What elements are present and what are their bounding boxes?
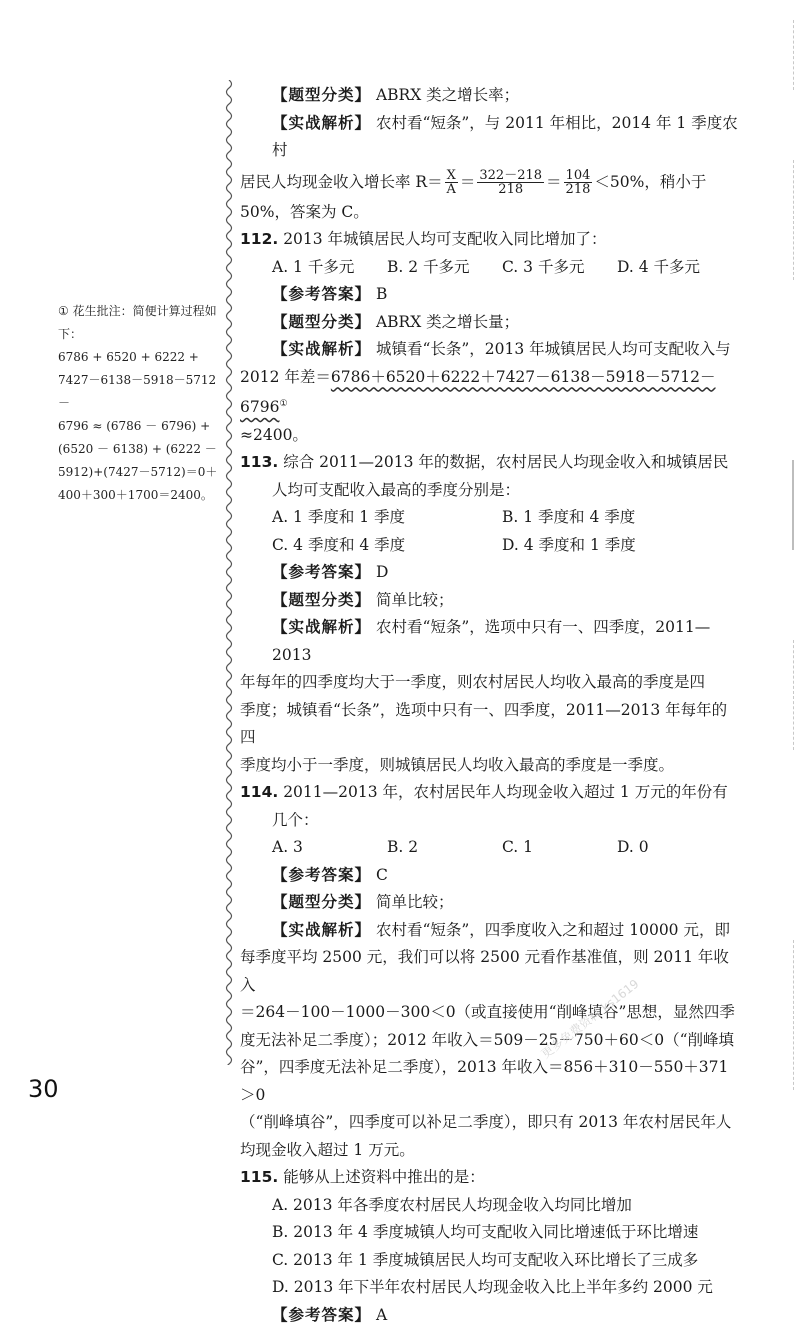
question-112: 112. 2013 年城镇居民人均可支配收入同比增加了： bbox=[240, 230, 607, 248]
analysis-text: 农村看“短条”，与 2011 年相比，2014 年 1 季度农村 bbox=[272, 113, 738, 159]
option: B. 2 bbox=[387, 838, 419, 857]
page-number: 30 bbox=[28, 1075, 59, 1103]
analysis-text: 每季度平均 2500 元，我们可以将 2500 元看作基准值，则 2011 年收入 bbox=[240, 948, 729, 994]
option: D. 4 千多元 bbox=[617, 257, 701, 276]
analysis-text: ＝264－100－1000－300＜0（或直接使用“削峰填谷”思想，显然四季 bbox=[240, 1003, 735, 1022]
edge-mark bbox=[791, 940, 794, 1090]
analysis-text: 城镇看“长条”，2013 年城镇居民人均可支配收入与 bbox=[375, 340, 731, 358]
option: D. 0 bbox=[617, 838, 649, 857]
type-label: 【题型分类】 bbox=[272, 312, 372, 331]
options bbox=[240, 254, 740, 282]
question-114: 114. 2011—2013 年，农村居民年人均现金收入超过 1 万元的年份有 bbox=[240, 783, 728, 802]
analysis-text: （“削峰填谷”，四季度可以补足二季度），即只有 2013 年农村居民年人 bbox=[240, 1113, 732, 1132]
analysis-text: 50%，答案为 C。 bbox=[240, 202, 369, 221]
analysis-text: ＜50%，稍小于 bbox=[594, 172, 707, 191]
fraction: $\frac{X}{A}$ bbox=[446, 168, 456, 197]
option: B. 1 季度和 4 季度 bbox=[502, 508, 636, 527]
question-stem: 2011—2013 年，农村居民年人均现金收入超过 1 万元的年份有 bbox=[283, 783, 728, 802]
answer-label: 【参考答案】 bbox=[272, 285, 372, 303]
option: A. 3 bbox=[272, 838, 303, 857]
side-note-line: 7427－6138－5918－5712－ bbox=[58, 373, 217, 410]
question-stem: 2013 年城镇居民人均可支配收入同比增加了： bbox=[283, 230, 607, 248]
option: C. 1 bbox=[502, 838, 534, 857]
option: A. 1 千多元 bbox=[272, 257, 355, 276]
question-stem: 能够从上述资料中推出的是： bbox=[283, 1168, 485, 1187]
option: C. 4 季度和 4 季度 bbox=[272, 535, 406, 554]
analysis-text: 居民人均现金收入增长率 R＝ bbox=[240, 172, 443, 191]
option: A. 2013 年各季度农村居民人均现金收入均同比增加 bbox=[272, 1195, 632, 1214]
footnote-mark: ① bbox=[279, 399, 288, 409]
analysis-label: 【实战解析】 bbox=[272, 920, 372, 939]
fraction: $\frac{104}{218}$ bbox=[565, 168, 591, 197]
option: C. 3 千多元 bbox=[502, 257, 585, 276]
type-value: ABRX 类之增长率； bbox=[375, 86, 520, 104]
side-note-line: 400＋300＋1700＝2400。 bbox=[58, 488, 213, 502]
analysis-text: 年每年的四季度均大于一季度，则农村居民人均收入最高的季度是四 bbox=[240, 673, 706, 692]
type-label: 【题型分类】 bbox=[272, 86, 372, 104]
type-value: 简单比较； bbox=[375, 590, 454, 609]
side-note-label: ① 花生批注： bbox=[58, 304, 133, 318]
question-113: 113. 综合 2011—2013 年的数据，农村居民人均现金收入和城镇居民 bbox=[240, 453, 729, 472]
question-stem: 几个： bbox=[272, 810, 319, 829]
answer-value: D bbox=[375, 563, 389, 582]
option: C. 2013 年 1 季度城镇居民人均可支配收入环比增长了三成多 bbox=[272, 1250, 699, 1269]
side-note-line: 6786 + 6520 + 6222 + bbox=[58, 350, 199, 364]
answer-label: 【参考答案】 bbox=[272, 563, 372, 582]
options bbox=[240, 834, 740, 862]
analysis-text: 均现金收入超过 1 万元。 bbox=[240, 1140, 415, 1159]
side-note-line: 6796 ≈ (6786 － 6796) + bbox=[58, 419, 211, 433]
analysis-text: 度无法补足二季度）；2012 年收入＝509－25－750＋60＜0（“削峰填 bbox=[240, 1030, 735, 1049]
watermark: 更多免费资料 ks1619 bbox=[538, 976, 642, 1062]
option: A. 1 季度和 1 季度 bbox=[272, 508, 406, 527]
analysis-text: 季度均小于一季度，则城镇居民人均收入最高的季度是一季度。 bbox=[240, 755, 675, 774]
options bbox=[240, 504, 740, 532]
edge-mark bbox=[790, 460, 794, 550]
type-value: 简单比较； bbox=[375, 893, 454, 912]
edge-mark bbox=[791, 20, 794, 90]
type-label: 【题型分类】 bbox=[272, 893, 372, 912]
answer-value: C bbox=[375, 865, 388, 884]
side-note-line: 5912)+(7427－5712)＝0＋ bbox=[58, 465, 218, 479]
edge-mark bbox=[791, 640, 794, 750]
analysis-text: 农村看“短条”，四季度收入之和超过 10000 元，即 bbox=[375, 920, 730, 939]
analysis-text: ≈2400。 bbox=[240, 425, 308, 444]
wavy-underlined-formula: 6786＋6520＋6222＋7427－6138－5918－5712－6796 bbox=[240, 367, 716, 417]
option: B. 2013 年 4 季度城镇人均可支配收入同比增速低于环比增速 bbox=[272, 1223, 699, 1242]
answer-value: A bbox=[375, 1305, 388, 1324]
side-note-line: (6520 － 6138) + (6222 － bbox=[58, 442, 217, 456]
answer-label: 【参考答案】 bbox=[272, 1305, 372, 1324]
type-value: ABRX 类之增长量； bbox=[375, 312, 520, 331]
question-stem: 综合 2011—2013 年的数据，农村居民人均现金收入和城镇居民 bbox=[283, 453, 729, 472]
analysis-text: 农村看“短条”，选项中只有一、四季度，2011—2013 bbox=[272, 618, 711, 664]
options bbox=[240, 532, 740, 560]
side-note-line: 简便计算过程如下： bbox=[58, 304, 217, 341]
answer-value: B bbox=[375, 285, 388, 303]
edge-mark bbox=[791, 160, 794, 280]
type-label: 【题型分类】 bbox=[272, 590, 372, 609]
analysis-text: 季度；城镇看“长条”，选项中只有一、四季度，2011—2013 年每年的四 bbox=[240, 700, 728, 747]
side-note bbox=[58, 300, 218, 507]
analysis-label: 【实战解析】 bbox=[272, 113, 372, 132]
analysis-text: 谷”，四季度无法补足二季度），2013 年收入＝856＋310－550＋371＞0 bbox=[240, 1058, 729, 1104]
fraction: $\frac{322-218}{218}$ bbox=[479, 168, 543, 197]
analysis-label: 【实战解析】 bbox=[272, 618, 372, 637]
analysis-text: 2012 年差＝ bbox=[240, 367, 331, 386]
option: D. 2013 年下半年农村居民人均现金收入比上半年多约 2000 元 bbox=[272, 1278, 713, 1297]
question-stem: 人均可支配收入最高的季度分别是： bbox=[272, 480, 521, 499]
wavy-separator bbox=[223, 80, 235, 1065]
analysis-label: 【实战解析】 bbox=[272, 340, 372, 358]
question-115: 115. 能够从上述资料中推出的是： bbox=[240, 1168, 485, 1187]
option: B. 2 千多元 bbox=[387, 257, 470, 276]
answer-label: 【参考答案】 bbox=[272, 865, 372, 884]
option: D. 4 季度和 1 季度 bbox=[502, 535, 636, 554]
main-column: 【题型分类】 ABRX 类之增长率； 【实战解析】 农村看“短条”，与 2011 年相比，2014 年 1 季度农村 居民人均现金收入增长率 R＝ $\frac{X}{A}$ ＝ $\frac{322-218}{218}$ ＝ $\frac{104}{218}$ ＜50%，稍小于 50%，答案为 C。 112. 2013 年城镇居民人均可支配收入同比增加了： A. 1 千多元 B. 2 千多元 C. 3 千多元 D. 4 千多元 【参考答案】 B 【题型分类】 ABRX 类之增长量； 【实战解析】 城镇看“长条”，2013 年城镇居民人均可支配收入与 2012 年差＝6786＋6520＋6222＋7427－6138－5918－5712－6796① ≈2400。 113. 综合 2011—2013 年的数据，农村居民人均现金收入和城镇居民 人均可支配收入最高的季度分别是： A. 1 季度和 1 季度 B. 1 季度和 4 季度 C. 4 季度和 4 季度 D. 4 季度和 1 季度 【参考答案】 D 【题型分类】 简单比较； 【实战解析】 农村看“短条”，选项中只有一、四季度，2011—2013 年每年的四季度均大于一季度，则农村居民人均收入最高的季度是四 季度；城镇看“长条”，选项中只有一、四季度，2011—2013 年每年的四 季度均小于一季度，则城镇居民人均收入最高的季度是一季度。 114. 2011—2013 年，农村居民年人均现金收入超过 1 万元的年份有 几个： A. 3 B. 2 C. 1 D. 0 【参考答案】 C 【题型分类】 简单比较； 【实战解析】 农村看“短条”，四季度收入之和超过 10000 元，即 每季度平均 2500 元，我们可以将 2500 元看作基准值，则 2011 年收入 ＝264－100－1000－300＜0（或直接使用“削峰填谷”思想，显然四季 度无法补足二季度）；2012 年收入＝509－25－750＋60＜0（“削峰填 谷”，四季度无法补足二季度），2013 年收入＝856＋310－550＋371＞0 （“削峰填谷”，四季度可以补足二季度），即只有 2013 年农村居民年人 均现金收入超过 1 万元。 115. 能够从上述资料中推出的是： A. 2013 年各季度农村居民人均现金收入均同比增加 B. 2013 年 4 季度城镇人均可支配收入同比增速低于环比增速 C. 2013 年 1 季度城镇居民人均可支配收入环比增长了三成多 D. 2013 年下半年农村居民人均现金收入比上半年多约 2000 元 【参考答案】 A bbox=[240, 82, 740, 1329]
